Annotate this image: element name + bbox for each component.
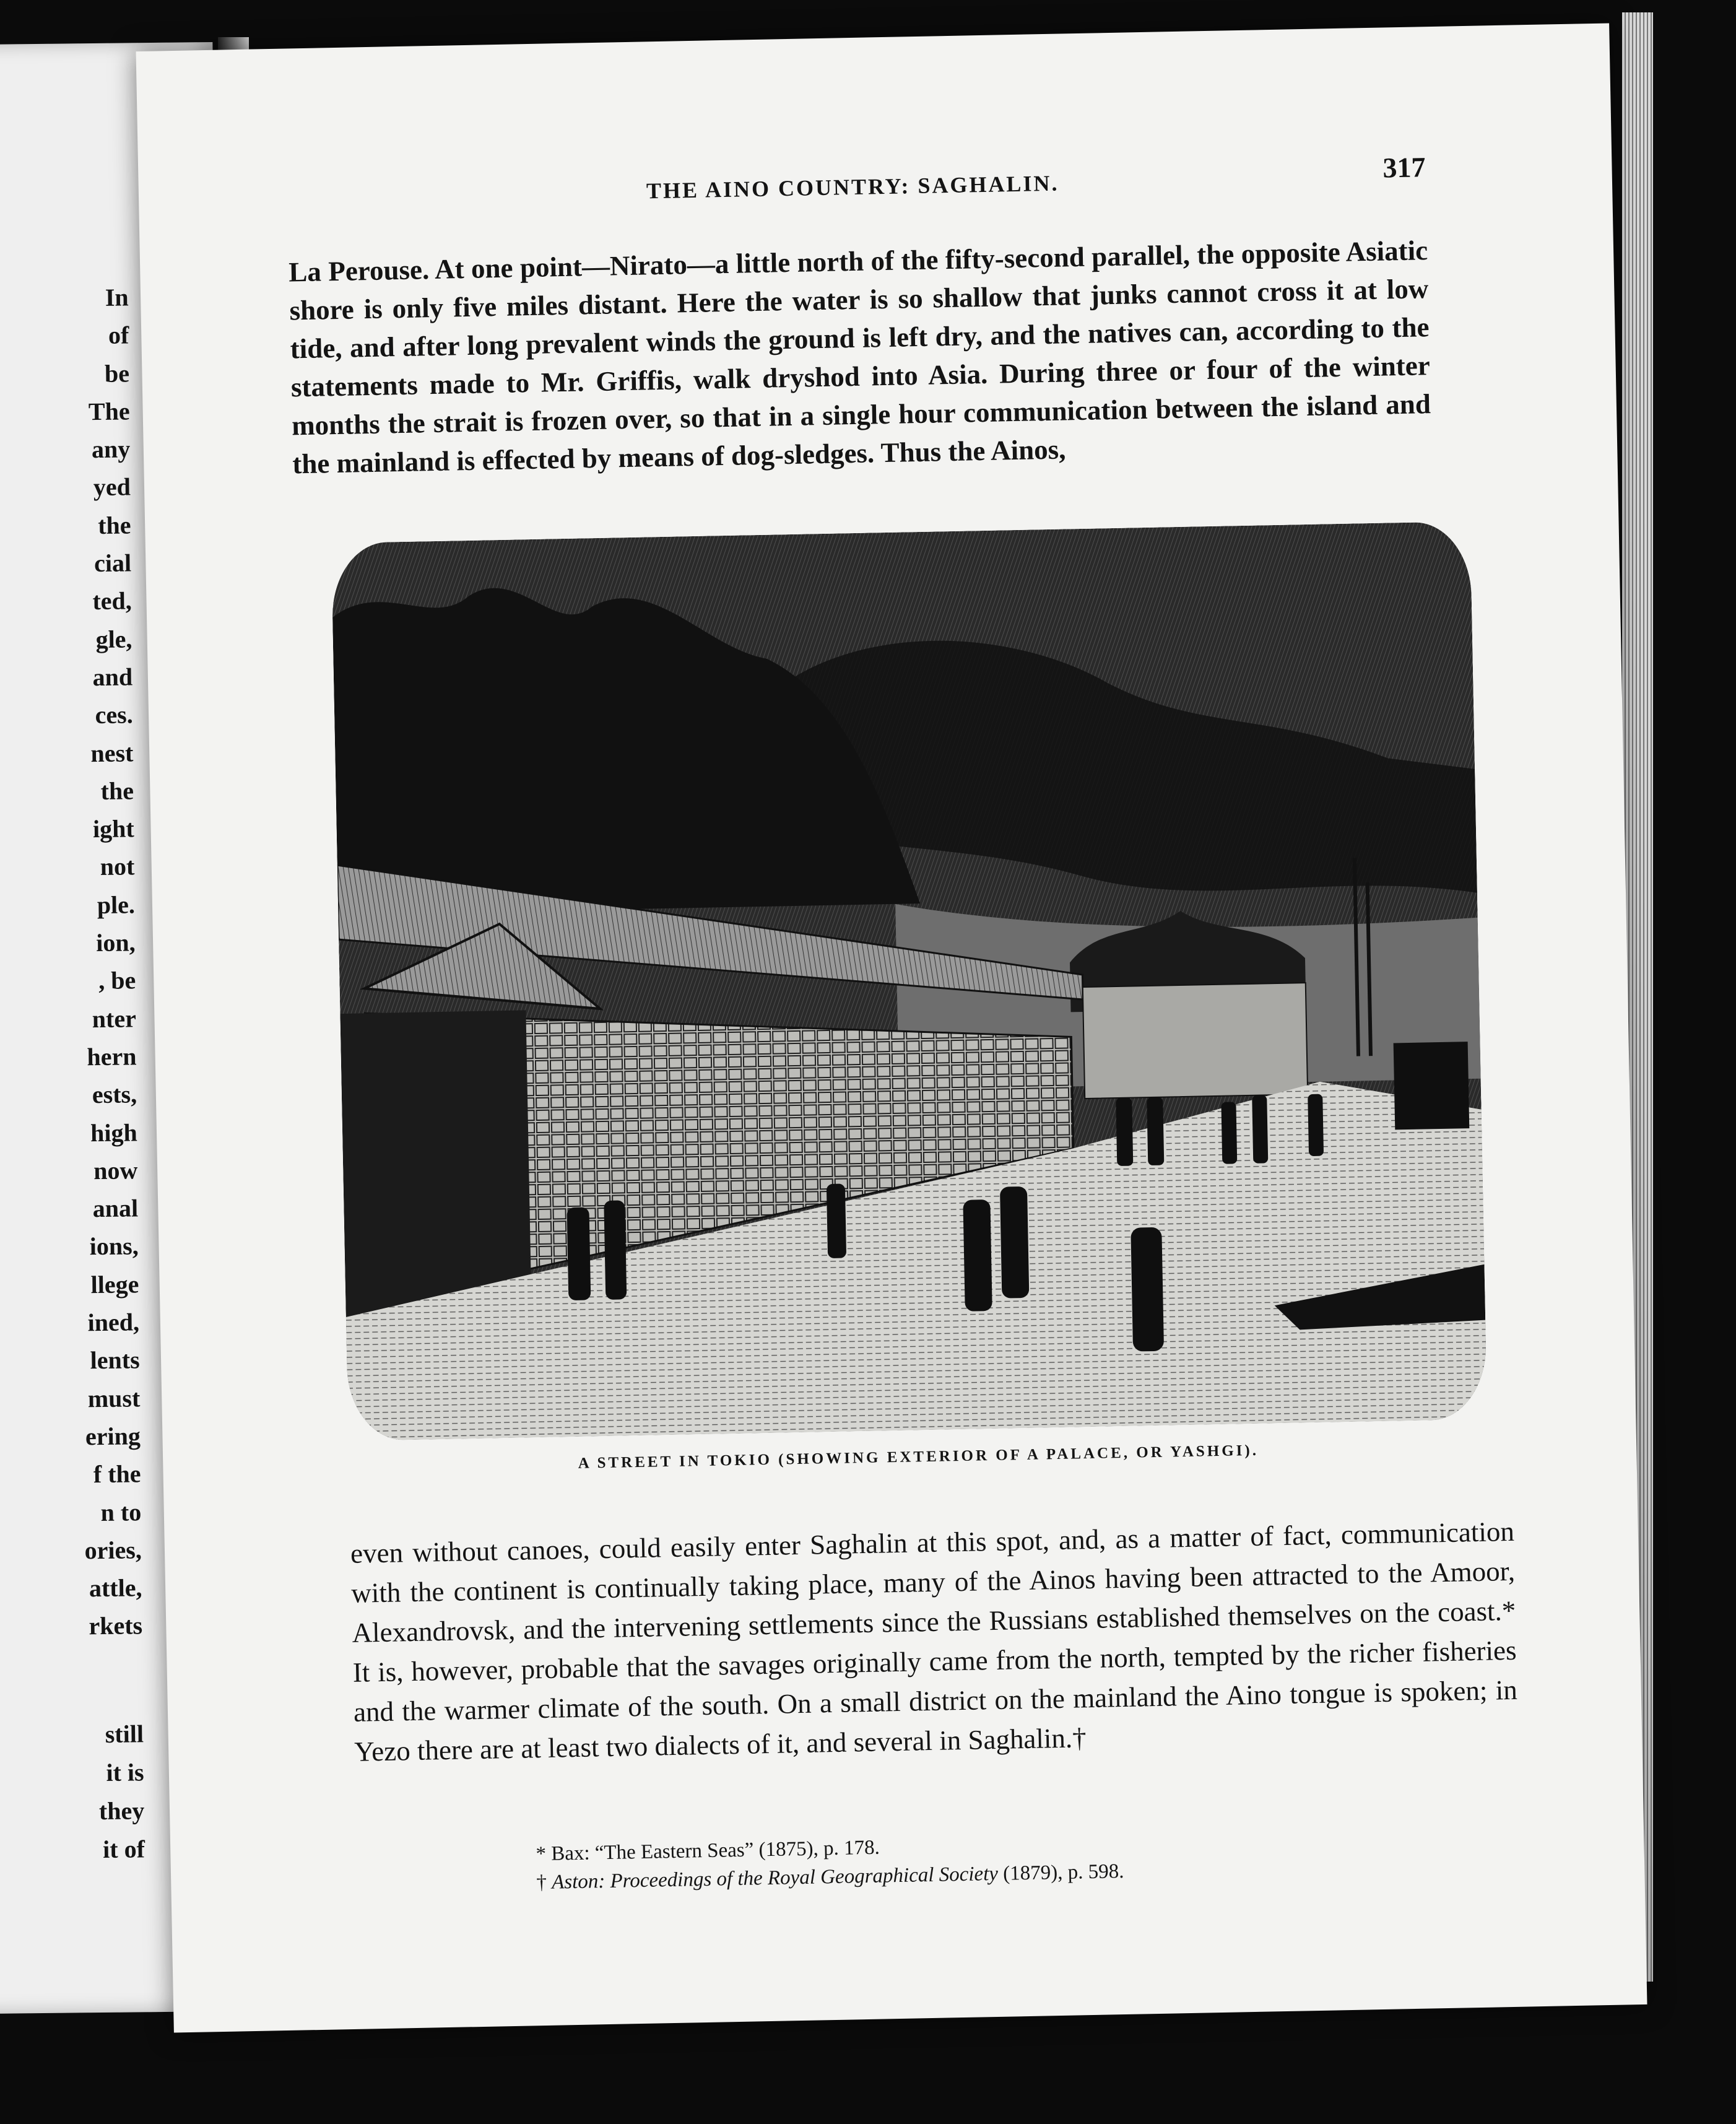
- footnote-citation: (1875), p. 178.: [758, 1836, 880, 1861]
- footnote-author: Bax:: [550, 1842, 590, 1865]
- facing-page-line: still: [105, 1720, 144, 1748]
- street-engraving-image: [331, 521, 1487, 1441]
- facing-page-line: be: [104, 359, 130, 388]
- facing-page-line: ions,: [89, 1232, 139, 1261]
- facing-page-line: ests,: [92, 1080, 137, 1109]
- facing-page-line: The: [88, 397, 130, 426]
- book-page: [136, 23, 1647, 2032]
- facing-page-line: nest: [90, 738, 134, 767]
- facing-page-line: ted,: [92, 586, 132, 616]
- top-paragraph: [289, 231, 1432, 483]
- facing-page-line: ces.: [95, 700, 133, 729]
- facing-page-line: must: [87, 1383, 141, 1412]
- facing-page-line: high: [90, 1118, 138, 1147]
- facing-page-line: ple.: [97, 890, 136, 919]
- facing-page-line: nter: [92, 1004, 137, 1033]
- facing-page-text-lower: [98, 1715, 145, 1869]
- top-paragraph-text: La Perouse. At one point—Nirato—a little north of the fifty-second parallel, the opposite Asiatic shore is only five miles distant. Here the water is so shallow that junks cannot cross it at low tide, and after long prevalent winds the ground is left dry, and the natives can, according to the statements made to Mr. Griffis, walk dryshod into Asia. During three or four of the winter months the strait is frozen over, so that in a single hour communication between the island and the mainland is effected by means of dog-sledges. Thus the Ainos,: [288, 235, 1431, 480]
- footnote-mark: †: [536, 1871, 547, 1894]
- facing-page-line: it is: [106, 1758, 144, 1787]
- facing-page-line: it of: [102, 1835, 145, 1864]
- facing-page-line: not: [100, 852, 135, 881]
- bottom-paragraph-text: even without canoes, could easily enter Saghalin at this spot, and, as a matter of fact, communication with the continent is continually taking place, many of the Ainos having been attracted to the Amoor, Alexandrovsk, and the intervening settlements since the Russians established themselves on the coast.* It is, however, probable that the savages originally came from the north, tempted by the richer fisheries and the warmer climate of the south. On a small district on the mainland the Aino tongue is spoken; in Yezo there are at least two dialects of it, and several in Saghalin.†: [350, 1515, 1518, 1767]
- facing-page-line: n to: [100, 1497, 142, 1526]
- engraving-figure: [331, 521, 1487, 1441]
- page-number: 317: [1382, 151, 1426, 184]
- footnote-mark: *: [536, 1842, 547, 1866]
- facing-page-line: yed: [93, 472, 131, 502]
- facing-page-line: the: [100, 777, 134, 805]
- facing-page-line: any: [91, 435, 131, 464]
- footnote-title: “The Eastern Seas”: [594, 1839, 754, 1865]
- facing-page-line: of: [108, 321, 129, 350]
- bottom-paragraph: [350, 1512, 1519, 1772]
- footnotes: [536, 1829, 1124, 1897]
- figure-caption: A STREET IN TOKIO (SHOWING EXTERIOR OF A PALACE, OR YASHGI).: [578, 1442, 1259, 1472]
- facing-page-line: lents: [90, 1346, 140, 1375]
- facing-page-line: , be: [98, 966, 136, 995]
- facing-page-line: attle,: [89, 1573, 142, 1603]
- running-head: THE AINO COUNTRY: SAGHALIN.: [646, 170, 1059, 204]
- facing-page-line: anal: [92, 1194, 139, 1223]
- facing-page-line: gle,: [95, 625, 132, 653]
- facing-page-line: they: [98, 1796, 145, 1826]
- facing-page-line: In: [105, 283, 129, 311]
- facing-page-line: ined,: [87, 1308, 140, 1337]
- footnote-author: Aston:: [551, 1870, 605, 1894]
- facing-page-line: ories,: [84, 1536, 142, 1565]
- facing-page-line: the: [97, 511, 131, 539]
- facing-page-line: ering: [85, 1422, 141, 1451]
- footnote-citation: (1879), p. 598.: [1002, 1860, 1124, 1885]
- facing-page-line: rkets: [89, 1611, 143, 1640]
- footnote-title: Proceedings of the Royal Geographical Society: [610, 1862, 999, 1892]
- facing-page-line: now: [93, 1156, 138, 1185]
- facing-page-line: f the: [93, 1460, 141, 1489]
- facing-page-line: cial: [93, 549, 132, 578]
- facing-page-text-upper: [71, 278, 142, 1645]
- facing-page-line: hern: [87, 1042, 137, 1071]
- facing-page-line: llege: [90, 1270, 139, 1299]
- facing-page-line: ight: [92, 814, 134, 843]
- facing-page-line: and: [92, 663, 133, 692]
- facing-page-line: ion,: [95, 928, 136, 957]
